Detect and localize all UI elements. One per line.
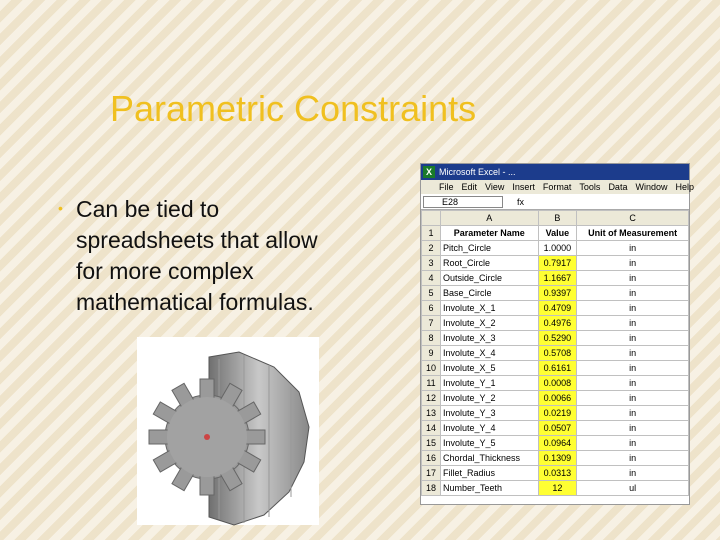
- cell-unit[interactable]: in: [577, 301, 689, 316]
- slide-title: Parametric Constraints: [110, 88, 477, 129]
- cell-unit[interactable]: in: [577, 436, 689, 451]
- cell-unit[interactable]: in: [577, 391, 689, 406]
- menu-item-view[interactable]: View: [485, 182, 505, 192]
- menu-item-insert[interactable]: Insert: [512, 182, 535, 192]
- cell-unit[interactable]: in: [577, 466, 689, 481]
- spur-gear-3d-icon: [137, 337, 319, 525]
- cell-value[interactable]: 12: [538, 481, 577, 496]
- table-row: [422, 361, 689, 376]
- row-header[interactable]: 16: [422, 451, 441, 466]
- corner-cell[interactable]: [422, 211, 441, 226]
- table-row: [422, 421, 689, 436]
- cell-value[interactable]: 0.4976: [538, 316, 577, 331]
- cell-unit[interactable]: in: [577, 361, 689, 376]
- table-row: [422, 331, 689, 346]
- row-header[interactable]: 6: [422, 301, 441, 316]
- table-row: [422, 376, 689, 391]
- table-row: [422, 286, 689, 301]
- table-row: [422, 406, 689, 421]
- cell-parameter-name[interactable]: Involute_X_2: [441, 316, 539, 331]
- table-row: [422, 436, 689, 451]
- cell-parameter-name[interactable]: Root_Circle: [441, 256, 539, 271]
- row-header[interactable]: 2: [422, 241, 441, 256]
- cell-parameter-name[interactable]: Involute_Y_1: [441, 376, 539, 391]
- cell-parameter-name[interactable]: Involute_X_1: [441, 301, 539, 316]
- menu-item-edit[interactable]: Edit: [461, 182, 478, 192]
- menu-item-format[interactable]: Format: [542, 182, 572, 192]
- cell-unit[interactable]: in: [577, 346, 689, 361]
- header-cell-unit[interactable]: Unit of Measurement: [577, 226, 689, 241]
- cell-parameter-name[interactable]: Number_Teeth: [441, 481, 539, 496]
- row-header[interactable]: 5: [422, 286, 441, 301]
- formula-bar: [421, 194, 689, 210]
- row-header[interactable]: 9: [422, 346, 441, 361]
- cell-value[interactable]: 0.1309: [538, 451, 577, 466]
- excel-menu-bar: [421, 180, 694, 194]
- table-row: [422, 451, 689, 466]
- table-row: [422, 301, 689, 316]
- cell-value[interactable]: 1.1667: [538, 271, 577, 286]
- cell-value[interactable]: 0.0507: [538, 421, 577, 436]
- table-row: [422, 316, 689, 331]
- fx-icon[interactable]: fx: [517, 196, 525, 207]
- cell-unit[interactable]: in: [577, 271, 689, 286]
- cell-parameter-name[interactable]: Base_Circle: [441, 286, 539, 301]
- cell-value[interactable]: 0.5290: [538, 331, 577, 346]
- row-header[interactable]: 10: [422, 361, 441, 376]
- cell-unit[interactable]: ul: [577, 481, 689, 496]
- cell-value[interactable]: 0.4709: [538, 301, 577, 316]
- cell-value[interactable]: 0.0313: [538, 466, 577, 481]
- cell-unit[interactable]: in: [577, 256, 689, 271]
- table-row: [422, 241, 689, 256]
- cell-unit[interactable]: in: [577, 331, 689, 346]
- table-row: [422, 481, 689, 496]
- cell-value[interactable]: 1.0000: [538, 241, 577, 256]
- table-row: [422, 466, 689, 481]
- table-row: [422, 391, 689, 406]
- cell-parameter-name[interactable]: Involute_Y_2: [441, 391, 539, 406]
- cell-parameter-name[interactable]: Involute_X_3: [441, 331, 539, 346]
- menu-item-file[interactable]: File: [439, 182, 454, 192]
- cell-value[interactable]: 0.0008: [538, 376, 577, 391]
- menu-item-help[interactable]: Help: [675, 182, 694, 192]
- row-header[interactable]: 17: [422, 466, 441, 481]
- row-header[interactable]: 18: [422, 481, 441, 496]
- row-header[interactable]: 12: [422, 391, 441, 406]
- cell-value[interactable]: 0.7917: [538, 256, 577, 271]
- header-cell-value[interactable]: Value: [538, 226, 577, 241]
- cell-unit[interactable]: in: [577, 316, 689, 331]
- row-header[interactable]: 8: [422, 331, 441, 346]
- cell-parameter-name[interactable]: Involute_X_5: [441, 361, 539, 376]
- bullet-list: [58, 194, 398, 318]
- menu-item-window[interactable]: Window: [635, 182, 668, 192]
- cell-value[interactable]: 0.0066: [538, 391, 577, 406]
- bullet-text: [76, 194, 398, 318]
- cell-parameter-name[interactable]: Chordal_Thickness: [441, 451, 539, 466]
- cell-value[interactable]: 0.9397: [538, 286, 577, 301]
- cell-value[interactable]: 0.0964: [538, 436, 577, 451]
- cell-unit[interactable]: in: [577, 241, 689, 256]
- bullet-line: for more complex: [76, 258, 254, 284]
- row-header[interactable]: 4: [422, 271, 441, 286]
- cell-parameter-name[interactable]: Involute_X_4: [441, 346, 539, 361]
- row-header[interactable]: 11: [422, 376, 441, 391]
- cell-parameter-name[interactable]: Outside_Circle: [441, 271, 539, 286]
- column-header-a[interactable]: A: [441, 211, 539, 226]
- excel-title-bar: [421, 164, 689, 180]
- table-row: [422, 271, 689, 286]
- excel-window: [420, 163, 694, 505]
- row-header[interactable]: 1: [422, 226, 441, 241]
- name-box[interactable]: E28: [423, 196, 503, 208]
- bullet-line: mathematical formulas.: [76, 289, 314, 315]
- bullet-line: spreadsheets that allow: [76, 227, 318, 253]
- spreadsheet-grid: [421, 210, 689, 496]
- row-header[interactable]: 13: [422, 406, 441, 421]
- row-header[interactable]: 3: [422, 256, 441, 271]
- cell-parameter-name[interactable]: Pitch_Circle: [441, 241, 539, 256]
- cell-parameter-name[interactable]: Fillet_Radius: [441, 466, 539, 481]
- table-row: [422, 226, 689, 241]
- gear-image: [137, 337, 319, 525]
- cell-unit[interactable]: in: [577, 286, 689, 301]
- cell-value[interactable]: 0.0219: [538, 406, 577, 421]
- excel-logo-icon: X: [423, 166, 435, 178]
- menu-item-data[interactable]: Data: [608, 182, 628, 192]
- excel-window-title: Microsoft Excel - ...: [439, 167, 516, 177]
- row-header[interactable]: 14: [422, 421, 441, 436]
- table-row: [422, 256, 689, 271]
- cell-unit[interactable]: in: [577, 376, 689, 391]
- cell-parameter-name[interactable]: Involute_Y_4: [441, 421, 539, 436]
- cell-parameter-name[interactable]: Involute_Y_3: [441, 406, 539, 421]
- row-header[interactable]: 15: [422, 436, 441, 451]
- column-header-c[interactable]: C: [577, 211, 689, 226]
- table-row: [422, 346, 689, 361]
- bullet-marker: •: [58, 200, 63, 216]
- cell-unit[interactable]: in: [577, 406, 689, 421]
- row-header[interactable]: 7: [422, 316, 441, 331]
- header-cell-parameter-name[interactable]: Parameter Name: [441, 226, 539, 241]
- cell-unit[interactable]: in: [577, 451, 689, 466]
- cell-unit[interactable]: in: [577, 421, 689, 436]
- cell-value[interactable]: 0.6161: [538, 361, 577, 376]
- cell-parameter-name[interactable]: Involute_Y_5: [441, 436, 539, 451]
- bullet-line: Can be tied to: [76, 196, 220, 222]
- menu-item-tools[interactable]: Tools: [579, 182, 601, 192]
- column-header-b[interactable]: B: [538, 211, 577, 226]
- cell-value[interactable]: 0.5708: [538, 346, 577, 361]
